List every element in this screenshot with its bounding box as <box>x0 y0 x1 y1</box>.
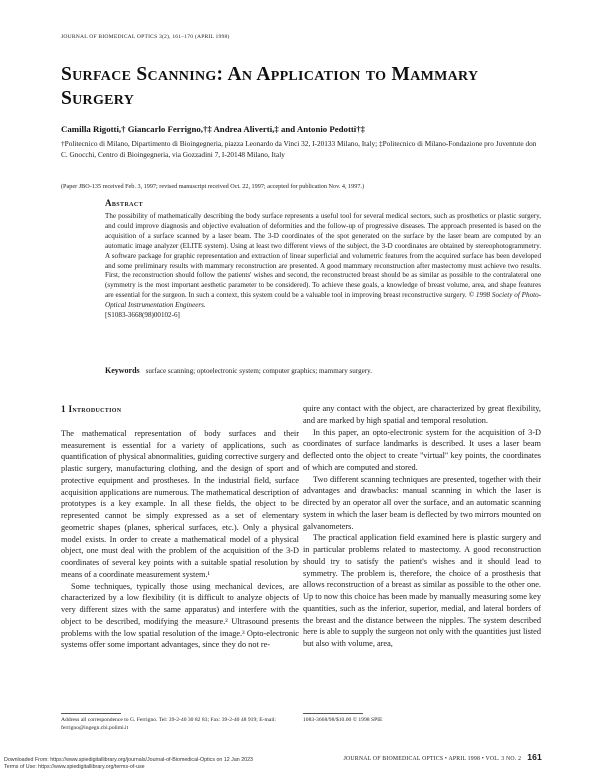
abstract-body <box>105 212 541 321</box>
abstract-copyright: © 1998 Society of Photo-Optical Instrumentation Engineers. <box>105 291 541 310</box>
correspondence-footnote: Address all correspondence to G. Ferrigno. Tel: 39-2-40 30 82 83; Fax: 39-2-40 48 919; E-mail: ferrigno@ingegn.cbi.polimi.it <box>61 717 276 731</box>
keywords <box>105 366 541 375</box>
right-column <box>303 403 541 650</box>
article-title: Surface Scanning: An Application to Mammary Surgery <box>61 64 479 109</box>
left-column <box>61 404 299 651</box>
download-source: Downloaded From: https://www.spiedigitallibrary.org/journals/Journal-of-Biomedical-Optics on 12 Jan 2023 <box>4 757 253 763</box>
paragraph: The practical application field examined here is plastic surgery and in particular problems related to mastectomy. A good reconstruction should try to satisfy the patient's wishes and it should lead to symmetry. The problem is, therefore, the choice of a prosthesis that allows reconstruction of a breast as similar as possible to the other one. Up to now this choice has been made by manually measuring some key quantities, such as the inferior, superior, medial, and lateral borders of the breast and the distance between the nipples. The system described here is able to supply the surgeon not only with the quantities just listed but also with volume, area, <box>303 533 541 648</box>
abstract-heading: Abstract <box>105 198 144 208</box>
keywords-text: surface scanning; optoelectronic system; computer graphics; mammary surgery. <box>145 367 373 375</box>
paragraph: Some techniques, typically those using mechanical devices, are characterized by a low flexibility (it is difficult to analyze objects of very different sizes with the same apparatus) and interfere with the object to be described, modifying the measure.² Ultrasound presents problems with the low spatial resolution of the image.³ Opto-electronic systems offer some important advantages, since they do not re- <box>61 581 299 650</box>
journal-footer-text: JOURNAL OF BIOMEDICAL OPTICS • APRIL 1998 • VOL. 3 NO. 2 <box>343 756 522 762</box>
download-notice <box>4 757 564 771</box>
section-heading: 1 Introduction <box>61 404 122 414</box>
page-number: 161 <box>527 752 542 762</box>
received-dates: (Paper JBO-135 received Feb. 3, 1997; revised manuscript received Oct. 22, 1997; accepted for publication Nov. 4, 1997.) <box>61 183 365 190</box>
footnote-divider <box>303 713 363 714</box>
copyright-footnote: 1083-3668/98/$10.00 © 1998 SPIE <box>303 717 383 723</box>
author-list: Camilla Rigotti,† Giancarlo Ferrigno,†‡ Andrea Aliverti,‡ and Antonio Pedotti†‡ <box>61 124 366 134</box>
keywords-label: Keywords <box>105 366 140 375</box>
paragraph: In this paper, an opto-electronic system for the acquisition of 3-D coordinates of surface landmarks is described. It uses a laser beam deflected onto the object to create ''virtual'' key points, the coordinates of which are computed and stored. <box>303 427 541 472</box>
abstract-text: The possibility of mathematically describing the body surface represents a useful tool for several medical sectors, such as prosthetics or plastic surgery, and could improve diagnosis and objective evaluation of deformities and the follow-up of progressive diseases. The approach presented is based on the acquisition of a surface scanned by a laser beam. The 3-D coordinates of the spot generated on the surface by the laser beam are computed by an automatic image analyzer (ELITE system). Using at least two different views of the subject, the 3-D coordinates are obtained by stereophotogrammetry. A software package for graphic representation and extraction of linear superficial and volumetric features from the acquired surface has been developed and some preliminary results with mammary reconstruction are presented. A good mammary reconstruction after mastectomy must achieve two results. First, the reconstruction should follow the patients' wishes and second, the reconstructed breast should be as similar as possible to the contralateral one (symmetry is the most important aesthetic parameter to be considered). To achieve these goals, a knowledge of breast volume, area, and shape features are essential for the surgeon. In such a context, this system could be a valuable tool in improving breast reconstructive surgery. <box>105 212 541 300</box>
affiliations: †Politecnico di Milano, Dipartimento di Bioingegneria, piazza Leonardo da Vinci 32, I-20133 Milano, Italy; ‡Politecnico di Milano-Fondazione pro Juventute don C. Gnocchi, Centro di Bioingegneria, via Gozzadini 7, I-20148 Milano, Italy <box>61 139 537 159</box>
paragraph: quire any contact with the object, are characterized by great flexibility, and are marked by high spatial and temporal resolution. <box>303 404 541 425</box>
abstract-identifier: [S1083-3668(98)00102-6] <box>105 311 180 320</box>
footnote-divider <box>61 713 121 714</box>
paragraph: Two different scanning techniques are presented, together with their advantages and drawbacks: manual scanning in which the laser is directed by an operator all over the surface, and an automatic scanning system in which the laser beam is deflected by two mirrors mounted on galvanometers. <box>303 474 541 531</box>
paragraph: The mathematical representation of body surfaces and their measurement is essential for a variety of applications, such as quantification of physical abnormalities, guiding corrective surgery and plastic surgery, manufacturing clothing, and the design of sport and protective equipment and prostheses. In the industrial field, surface acquisition applications are numerous. The mathematical description of prototypes is a key example. In all these fields, the object to be represented cannot be simply expressed as a set of elementary geometric shapes (planes, spherical surfaces, etc.). Only a physical model exists. In order to create a mathematical model of a physical object, one must deal with the problem of the acquisition of the 3-D coordinates of several key points with a suitable spatial resolution by means of a coordinate measurement system.¹ <box>61 428 299 579</box>
terms-of-use: Terms of Use: https://www.spiedigitallibrary.org/terms-of-use <box>4 764 145 770</box>
running-head: JOURNAL OF BIOMEDICAL OPTICS 3(2), 161–170 (APRIL 1998) <box>61 34 230 40</box>
